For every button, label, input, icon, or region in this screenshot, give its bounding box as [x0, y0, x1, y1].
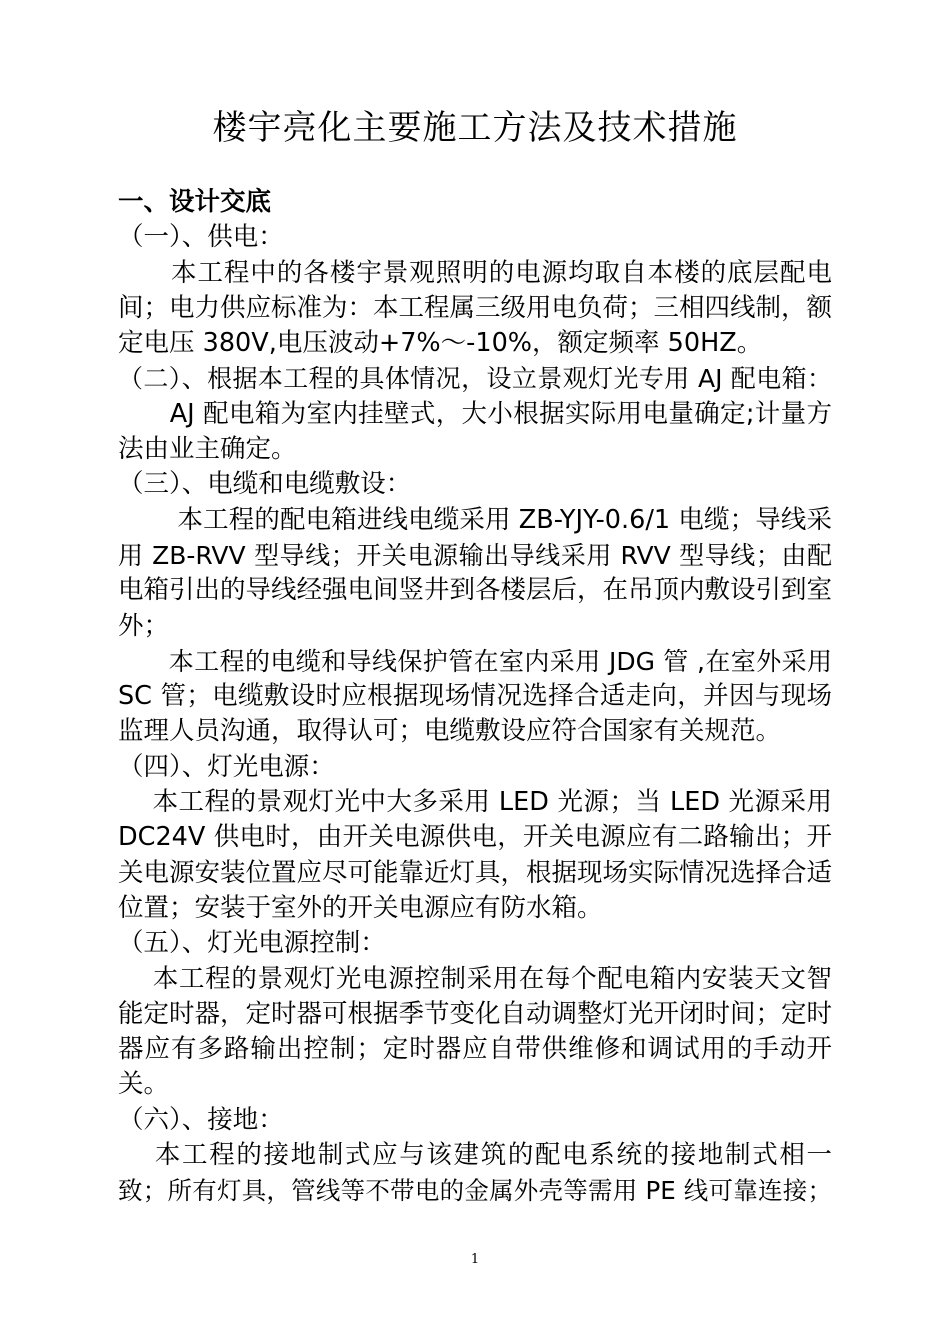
subsection-heading: （三）、电缆和电缆敷设：: [118, 469, 412, 500]
page-number: 1: [470, 1252, 480, 1267]
paragraph-line: 位置；安装于室外的开关电源应有防水箱。: [118, 892, 603, 923]
paragraph-line: 本工程的景观灯光电源控制采用在每个配电箱内安装天文智: [118, 963, 832, 994]
subsection-heading: （五）、灯光电源控制：: [118, 928, 386, 959]
subsection-heading: （二）、根据本工程的具体情况，设立景观灯光专用 AJ 配电箱：: [118, 364, 832, 394]
paragraph-line: 本工程的景观灯光中大多采用 LED 光源；当 LED 光源采用: [118, 787, 832, 818]
paragraph-line: DC24V 供电时，由开关电源供电，开关电源应有二路输出；开: [118, 822, 832, 853]
paragraph-line: 外；: [118, 610, 170, 641]
paragraph-line: 定电压 380V,电压波动+7%～-10%，额定频率 50HZ。: [118, 328, 763, 359]
paragraph-line: 器应有多路输出控制；定时器应自带供维修和调试用的手动开: [118, 1034, 832, 1065]
subsection-heading: （六）、接地：: [118, 1104, 284, 1135]
paragraph-line: 间；电力供应标准为：本工程属三级用电负荷；三相四线制，额: [118, 292, 833, 323]
paragraph-line: 关。: [118, 1069, 170, 1100]
paragraph-line: 本工程的配电箱进线电缆采用 ZB-YJY-0.6/1 电缆；导线采: [118, 504, 832, 535]
paragraph-line: 能定时器，定时器可根据季节变化自动调整灯光开闭时间；定时: [118, 998, 833, 1029]
paragraph-line: 关电源安装位置应尽可能靠近灯具，根据现场实际情况选择合适: [118, 857, 833, 888]
paragraph-line: AJ 配电箱为室内挂壁式，大小根据实际用电量确定;计量方: [118, 398, 832, 429]
subsection-heading: （四）、灯光电源：: [118, 751, 335, 782]
document-title: 楼宇亮化主要施工方法及技术措施: [212, 108, 738, 148]
paragraph-line: 法由业主确定。: [118, 434, 297, 465]
paragraph-line: 致；所有灯具，管线等不带电的金属外壳等需用 PE 线可靠连接；: [118, 1176, 832, 1206]
paragraph-line: 用 ZB-RVV 型导线；开关电源输出导线采用 RVV 型导线；由配: [118, 540, 832, 570]
paragraph-line: 本工程的电缆和导线保护管在室内采用 JDG 管 ,在室外采用: [118, 646, 832, 676]
subsection-heading: （一）、供电：: [118, 222, 284, 253]
paragraph-line: 电箱引出的导线经强电间竖井到各楼层后，在吊顶内敷设引到室: [118, 575, 833, 606]
section-heading: 一、设计交底: [118, 187, 272, 217]
paragraph-line: 监理人员沟通，取得认可；电缆敷设应符合国家有关规范。: [118, 716, 782, 747]
paragraph-line: 本工程的接地制式应与该建筑的配电系统的接地制式相一: [118, 1140, 832, 1171]
paragraph-line: SC 管；电缆敷设时应根据现场情况选择合适走向，并因与现场: [118, 681, 832, 712]
paragraph-line: 本工程中的各楼宇景观照明的电源均取自本楼的底层配电: [118, 257, 832, 288]
document-body: [118, 185, 832, 1209]
